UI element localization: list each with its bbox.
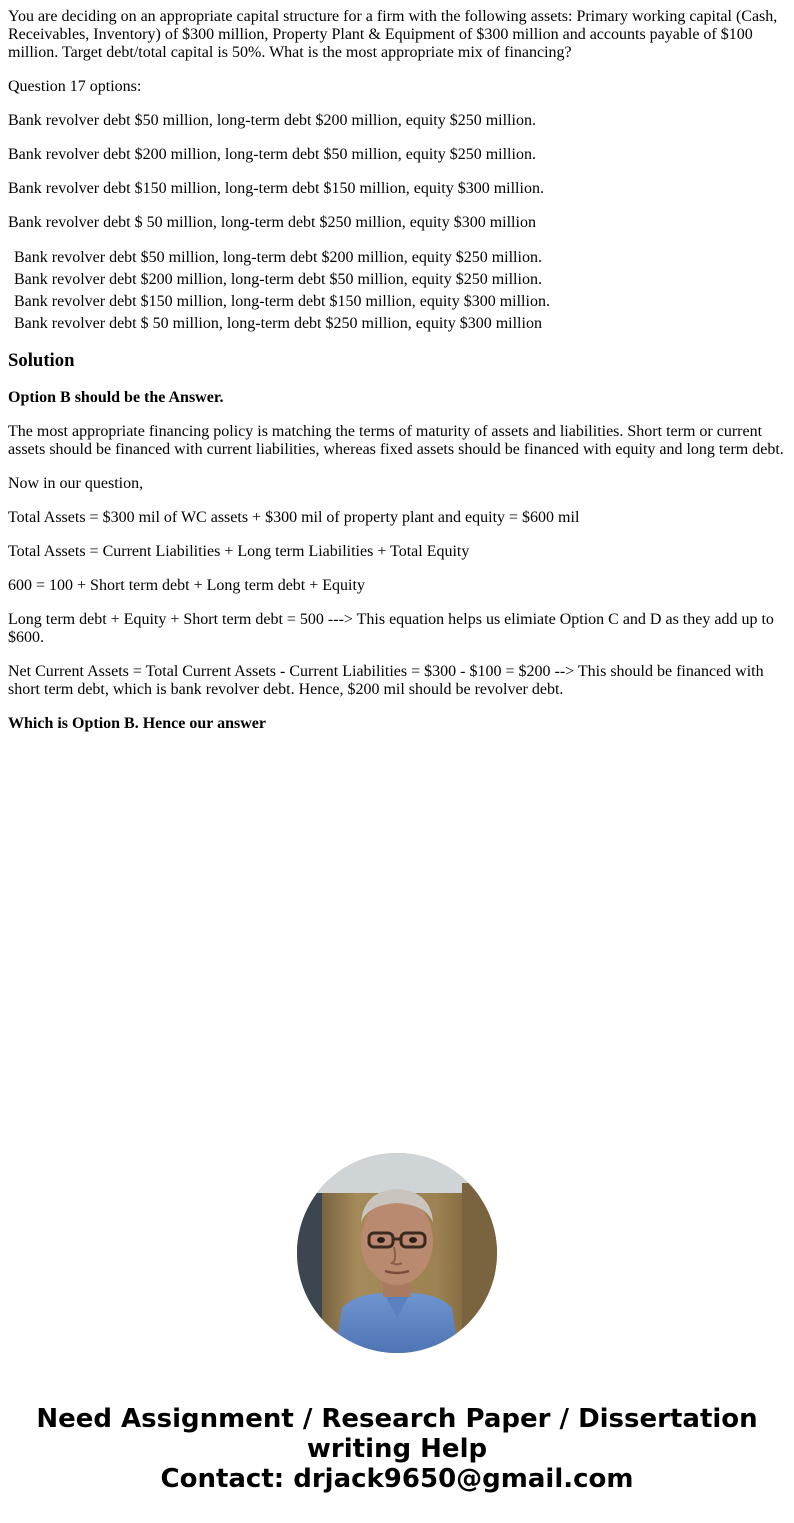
author-avatar bbox=[297, 1153, 497, 1353]
table-row bbox=[13, 292, 551, 312]
table-cell-option-c: Bank revolver debt $150 million, long-term debt $150 million, equity $300 million. bbox=[14, 293, 550, 310]
conclusion: Which is Option B. Hence our answer bbox=[8, 715, 266, 732]
answer-line: Option B should be the Answer. bbox=[8, 389, 224, 406]
table-cell-option-a: Bank revolver debt $50 million, long-term debt $200 million, equity $250 million. bbox=[14, 249, 542, 266]
solution-paragraph: Total Assets = $300 mil of WC assets + $300 mil of property plant and equity = $600 mil bbox=[8, 509, 580, 526]
option-b: Bank revolver debt $200 million, long-term debt $50 million, equity $250 million. bbox=[8, 146, 536, 163]
solution-paragraph: Long term debt + Equity + Short term debt = 500 ---> This equation helps us elimiate Option C and D as they add up to $600. bbox=[8, 611, 774, 646]
solution-heading: Solution bbox=[8, 350, 75, 371]
options-table bbox=[8, 246, 553, 336]
document-body bbox=[8, 8, 786, 749]
option-a: Bank revolver debt $50 million, long-term debt $200 million, equity $250 million. bbox=[8, 112, 536, 129]
table-row bbox=[13, 270, 551, 290]
options-heading: Question 17 options: bbox=[8, 78, 142, 95]
solution-paragraph: Now in our question, bbox=[8, 475, 144, 492]
solution-paragraph: Net Current Assets = Total Current Assets - Current Liabilities = $300 - $100 = $200 --> This should be financed with short term debt, which is bank revolver debt. Hence, $200 mil should be revolver debt. bbox=[8, 663, 764, 698]
table-row bbox=[13, 314, 551, 334]
promo-banner bbox=[0, 1404, 794, 1494]
question-text: You are deciding on an appropriate capital structure for a firm with the following assets: Primary working capital (Cash, Receivables, Inventory) of $300 million, Property Plant & Equipment of $300 million and accounts payable of $100 million. Target debt/total capital is 50%. What is the most appropriate mix of financing? bbox=[8, 8, 778, 61]
avatar-portrait-icon bbox=[297, 1153, 497, 1353]
promo-contact: Contact: drjack9650@gmail.com bbox=[160, 1464, 634, 1494]
solution-paragraph: The most appropriate financing policy is matching the terms of maturity of assets and liabilities. Short term or current assets should be financed with current liabilities, whereas fixed assets should be financed with equity and long term debt. bbox=[8, 423, 784, 458]
table-cell-option-d: Bank revolver debt $ 50 million, long-term debt $250 million, equity $300 million bbox=[14, 315, 542, 332]
solution-paragraph: Total Assets = Current Liabilities + Long term Liabilities + Total Equity bbox=[8, 543, 470, 560]
option-c: Bank revolver debt $150 million, long-term debt $150 million, equity $300 million. bbox=[8, 180, 544, 197]
promo-line: Need Assignment / Research Paper / Dissertation bbox=[36, 1404, 758, 1434]
table-row bbox=[13, 248, 551, 268]
promo-line: writing Help bbox=[306, 1434, 488, 1464]
solution-paragraph: 600 = 100 + Short term debt + Long term debt + Equity bbox=[8, 577, 365, 594]
table-cell-option-b: Bank revolver debt $200 million, long-term debt $50 million, equity $250 million. bbox=[14, 271, 542, 288]
option-d: Bank revolver debt $ 50 million, long-term debt $250 million, equity $300 million bbox=[8, 214, 536, 231]
